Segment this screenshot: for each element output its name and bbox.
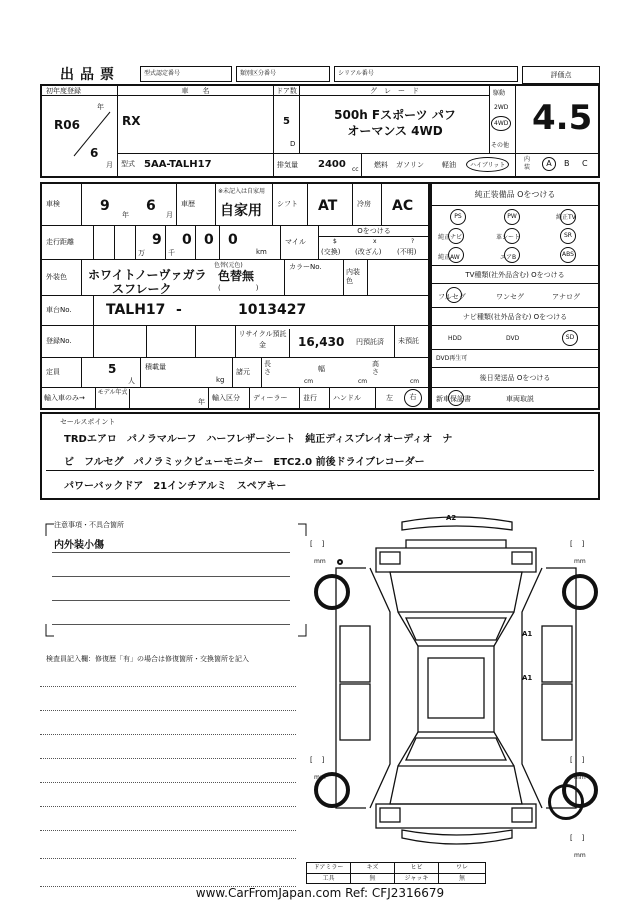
tv-type-title: TV種類(社外品含む) Oをつける (432, 266, 598, 284)
inspection-month: 6 (146, 198, 156, 214)
tamper-symbol: x (373, 238, 377, 245)
width-unit: cm (358, 378, 368, 385)
model-label: 型式 (121, 160, 135, 168)
inspector-rule-8 (40, 858, 296, 859)
after-manual: 車両取説 (506, 395, 534, 403)
option-tv: 純正TV (556, 214, 576, 221)
inspector-rule-2 (40, 710, 296, 711)
class-label: 類別区分番号 (240, 70, 277, 77)
sales-label: セールスポイント (60, 418, 116, 426)
inspector-rule-3 (40, 734, 296, 735)
notes-rule-2 (52, 576, 290, 577)
displacement-unit: cc (352, 166, 359, 173)
inspection-row (42, 184, 428, 226)
mileage-digit-2: 0 (182, 232, 192, 248)
reg-no-box (146, 326, 196, 357)
mileage-digit-4: 0 (228, 232, 238, 248)
mm-label-fr: mm (574, 558, 586, 565)
recycle-pending: 未預託 (394, 326, 428, 357)
navi-type-row (432, 326, 598, 350)
after-warranty-circle (448, 390, 464, 406)
interior-color-label: 内装色 (344, 260, 368, 295)
mm-bracket-fl: [ ] (310, 540, 325, 548)
right-taillight (512, 808, 532, 822)
serial-label: シリアル番号 (338, 70, 374, 77)
roof (418, 646, 494, 732)
inspector-rule-4 (40, 758, 296, 759)
first-reg-year-unit: 年 (97, 103, 104, 111)
chassis-row (42, 296, 428, 326)
unknown-label: (不明) (397, 248, 417, 256)
mileage-digit-1: 9 (152, 232, 162, 248)
spare-tire (548, 784, 584, 820)
right-rear-door (542, 684, 572, 740)
left-front-door (340, 626, 370, 682)
options-grid (432, 206, 598, 266)
width-label: 幅 (318, 365, 325, 373)
capacity-label: 定員 (42, 358, 82, 387)
hood (390, 572, 522, 612)
handle-left: 左 (386, 394, 393, 402)
inspector-rule-6 (40, 806, 296, 807)
serial-box (334, 66, 518, 82)
repaint-value: 色替無 (218, 269, 255, 283)
option-tv-circle (560, 209, 576, 225)
navi-type-title: ナビ種類(社外品含む) Oをつける (432, 308, 598, 326)
rear-bumper (402, 830, 512, 844)
import-parallel: 並行 (300, 388, 330, 408)
drive-label: 駆動 (493, 90, 506, 97)
windshield (406, 618, 506, 640)
option-airbag: エアB (500, 254, 517, 261)
mm-bracket-rr: [ ] (570, 756, 585, 764)
mileage-man-unit: 万 (138, 249, 145, 257)
grade-line2: オーマンス 4WD (347, 124, 443, 138)
navi-dvd: DVD (506, 335, 520, 342)
recycle-amount: 16,430 (298, 335, 345, 349)
height-unit: cm (410, 378, 420, 385)
ac-value: AC (392, 198, 414, 214)
length-label: 長さ (264, 360, 271, 376)
repaint-label: 色替(元色) (214, 262, 243, 269)
mm-label-fl: mm (314, 558, 326, 565)
car-name-cell (118, 96, 274, 154)
legend-jack: ジャッキ (395, 874, 439, 884)
capacity-unit: 人 (128, 377, 135, 385)
handle-right-circled: 右 (404, 389, 422, 407)
sales-line2: ビ フルセグ パノラミックビューモニター ETC2.0 前後ドライブレコーダー (64, 457, 425, 468)
drive-4wd-circled: 4WD (491, 116, 511, 131)
mileage-digit-3: 0 (204, 232, 214, 248)
sales-line1: TRDエアロ パノラマルーフ ハーフレザーシート 純正ディスプレイオーディオ ナ (64, 434, 453, 445)
notes-label: 注意事項・不具合箇所 (54, 521, 124, 529)
option-leather-circle (504, 228, 520, 244)
history-note: ※未記入は自家用 (218, 188, 266, 195)
grade-label: グ レ ー ド (300, 86, 490, 96)
mm-bracket-fr: [ ] (570, 540, 585, 548)
drive-cell (490, 86, 516, 154)
option-aw-circle (448, 247, 464, 263)
import-div-label: 輸入区分 (208, 388, 250, 408)
doors-cell (274, 96, 300, 154)
mileage-sep-3 (218, 226, 220, 259)
model-cert-label: 型式認定番号 (144, 70, 181, 77)
chassis-label: 車台No. (42, 296, 94, 325)
interior-grade-a-circled: A (542, 157, 556, 171)
notes-rule-1 (52, 552, 290, 553)
mark-a1-bottom: A1 (522, 674, 533, 682)
unknown-symbol: ? (411, 238, 415, 245)
color-line2: スフレーク (112, 282, 172, 296)
notes-rule-4 (52, 624, 290, 625)
chassis-dash: - (176, 302, 182, 318)
registration-row (42, 326, 428, 358)
chassis-number: 1013427 (238, 302, 307, 318)
trunk (390, 766, 522, 804)
front-left-wheel (316, 576, 348, 608)
exchange-symbol: $ (333, 238, 337, 245)
drive-2wd: 2WD (494, 104, 509, 111)
tv-fullseg: フルセグ (438, 293, 466, 301)
capacity-value: 5 (108, 362, 117, 376)
legend-tools-value: 無 (351, 874, 395, 884)
legend-table (306, 862, 486, 884)
fuel-hybrid-circled: ハイブリット (466, 157, 509, 172)
tv-analog: アナログ (552, 293, 580, 301)
mileage-circle-note: Oをつける (319, 226, 429, 237)
color-label: 外装色 (42, 260, 82, 295)
mile-label: マイル (280, 226, 316, 259)
option-pw-circled: PW (504, 209, 520, 225)
first-reg-era: R06 (54, 118, 80, 132)
after-warranty: 新車保証書 (436, 395, 471, 403)
tv-type-row (432, 284, 598, 308)
car-name-value: RX (122, 114, 141, 128)
sales-line3: パワーバックドア 21インチアルミ スペアキー (64, 481, 287, 492)
watermark: www.CarFromJapan.com Ref: CFJ2316679 (195, 886, 445, 900)
rear-window (406, 738, 506, 760)
fuel-diesel: 軽油 (442, 161, 456, 169)
interior-grade-b: B (564, 159, 570, 168)
model-cert-box (140, 66, 232, 82)
import-dealer: ディーラー (250, 388, 300, 408)
drive-other: その他 (491, 142, 510, 149)
option-abs-circled: ABS (560, 247, 576, 263)
mm-label-spare: mm (574, 852, 586, 859)
reg-no-label: 登録No. (42, 326, 94, 357)
legend-jack-value: 無 (458, 875, 465, 882)
shift-value: AT (318, 198, 338, 214)
after-row (432, 388, 598, 408)
grade-cell (300, 96, 490, 154)
inspector-rule-1 (40, 686, 296, 687)
option-ps-circled: PS (450, 209, 466, 225)
legend-ware: ワレ (439, 863, 485, 874)
history-label: 車歴 (176, 184, 216, 225)
rating-cell (516, 86, 598, 154)
mileage-label: 走行距離 (42, 226, 94, 259)
import-row (42, 388, 428, 408)
legend-tools: 工具 (307, 874, 351, 884)
interior-grade-cell (516, 154, 598, 176)
displacement-label: 排気量 (277, 161, 298, 169)
inspection-label: 車検 (42, 184, 82, 225)
model-year-unit: 年 (198, 398, 205, 406)
interior-grade-label: 内装 (524, 156, 531, 171)
left-rear-door (340, 684, 370, 740)
chassis-model: TALH17 (106, 302, 166, 318)
rating-value: 4.5 (532, 98, 593, 138)
tv-oneseg: ワンセグ (496, 293, 524, 301)
mark-a1-top: A1 (522, 630, 533, 638)
exchange-label: (交換) (321, 248, 341, 256)
history-value: 自家用 (220, 203, 262, 219)
recycle-label: リサイクル預託金 (236, 329, 290, 357)
inspection-year-unit: 年 (122, 211, 129, 219)
inspector-rule-7 (40, 830, 296, 831)
fuel-cell (362, 154, 516, 176)
option-airbag-circle (504, 247, 520, 263)
right-front-door (542, 626, 572, 682)
model-year-label: モデル年式 (96, 389, 130, 408)
length-unit: cm (304, 378, 314, 385)
color-line1: ホワイトノーヴァガラ (88, 268, 207, 282)
shift-label: シフト (272, 184, 308, 225)
import-label: 輸入車のみ→ (42, 388, 96, 408)
doors-label: ドア数 (274, 86, 300, 96)
inspection-year: 9 (100, 198, 110, 214)
legend-dent: ドアミラー (307, 863, 351, 874)
notes-rule-3 (52, 600, 290, 601)
model-value: 5AA-TALH17 (144, 159, 212, 170)
mm-bracket-spare: [ ] (570, 834, 585, 842)
fuel-gasoline: ガソリン (396, 161, 424, 169)
front-right-wheel (564, 576, 596, 608)
mileage-sen-unit: 千 (168, 249, 175, 257)
mm-label-rl: mm (314, 774, 326, 781)
first-reg-month-unit: 月 (106, 161, 113, 169)
dim-label: 諸元 (232, 358, 262, 387)
inspector-rule-5 (40, 782, 296, 783)
inspection-month-unit: 月 (166, 211, 173, 219)
car-name-label: 車 名 (118, 86, 274, 96)
displacement-value: 2400 (318, 159, 346, 170)
capacity-row (42, 358, 428, 388)
mileage-status-cell (318, 226, 428, 259)
sales-rule-2 (46, 470, 594, 471)
left-taillight (380, 808, 400, 822)
mm-label-rr: mm (574, 774, 586, 781)
inspector-label: 検査員記入欄：修復歴「有」の場合は修復箇所・交換箇所を記入 (46, 655, 249, 663)
notes-content: 内外装小傷 (54, 540, 104, 551)
mileage-km-unit: km (256, 248, 267, 256)
ac-label: 冷房 (352, 184, 382, 225)
interior-grade-c: C (582, 159, 588, 168)
recycle-unit: 円預託済 (356, 338, 384, 346)
option-aw: 純正AW (438, 254, 460, 261)
first-reg-cell (42, 96, 118, 176)
first-reg-month: 6 (90, 146, 99, 160)
displacement-cell (274, 154, 362, 176)
color-no-label: カラーNo. (289, 263, 322, 271)
option-navi: 純正ナビ (438, 234, 463, 241)
dvd-play: DVD再生可 (432, 350, 598, 368)
grade-line1: 500h Fスポーツ パフ (334, 108, 456, 122)
fuel-label: 燃料 (374, 161, 388, 169)
right-headlight (512, 552, 532, 564)
load-unit: kg (216, 376, 225, 384)
rating-label: 評価点 (522, 66, 600, 84)
navi-sd-circled: SD (562, 330, 578, 346)
doors-unit: D (290, 140, 296, 148)
doors-value: 5 (283, 116, 290, 127)
after-title: 後日発送品 Oをつける (432, 368, 598, 388)
repaint-paren: ( ) (218, 284, 259, 292)
navi-hdd: HDD (448, 335, 462, 342)
load-label: 積載量 (140, 358, 180, 387)
reg-no-box-2 (196, 326, 236, 357)
legend-scratch: キズ (351, 863, 395, 874)
front-bumper (402, 517, 512, 530)
height-label: 高さ (372, 360, 379, 376)
options-title: 純正装備品 Oをつける (432, 184, 598, 206)
mm-bracket-rl: [ ] (310, 756, 325, 764)
mileage-row (42, 226, 428, 260)
form-title: 出品票 (60, 67, 120, 83)
model-cell (118, 154, 274, 176)
tamper-label: (改ざん) (355, 248, 382, 256)
tv-fullseg-circle (446, 287, 462, 303)
first-reg-label: 初年度登録 (42, 86, 118, 96)
class-box (236, 66, 330, 82)
mileage-sep (164, 226, 166, 259)
option-sr-circled: SR (560, 228, 576, 244)
option-leather: 革シート (496, 234, 521, 241)
left-headlight (380, 552, 400, 564)
mileage-sep-2 (194, 226, 196, 259)
mileage-box-1 (114, 226, 136, 259)
mark-a2: A2 (446, 514, 457, 522)
option-navi-circle (448, 228, 464, 244)
color-no-cell (284, 260, 344, 295)
color-row (42, 260, 428, 296)
handle-label: ハンドル (330, 388, 376, 408)
legend-crack: ヒビ (395, 863, 439, 874)
